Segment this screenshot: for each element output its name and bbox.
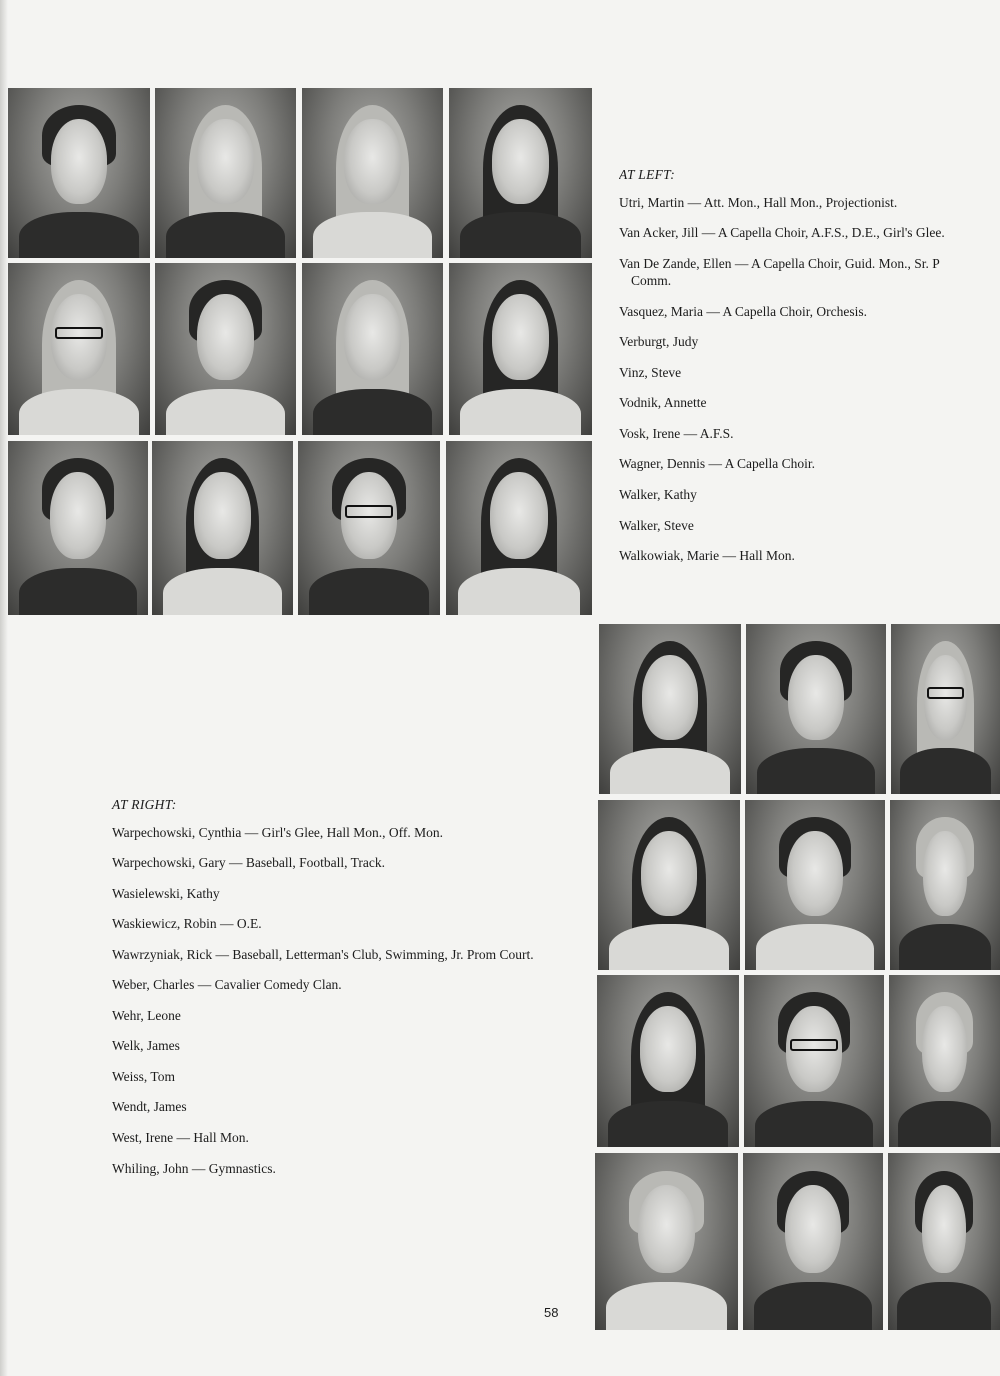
portrait-photo [155,263,296,435]
caption-entry-continuation: Comm. [631,273,672,289]
portrait-photo [599,624,741,794]
caption-block-right [112,796,582,1190]
caption-entry: Verburgt, Judy [619,334,699,350]
caption-entry: Walker, Kathy [619,487,697,503]
caption-heading: AT RIGHT: [112,797,177,812]
caption-entry: Warpechowski, Cynthia — Girl's Glee, Hall Mon., Off. Mon. [112,824,444,840]
portrait-photo [595,1153,738,1330]
caption-block-left [619,166,1000,578]
caption-entry: Utri, Martin — Att. Mon., Hall Mon., Projectionist. [619,194,898,210]
portrait-photo [152,441,293,615]
portrait-photo [8,441,148,615]
portrait-photo [302,88,443,258]
caption-entry: Wehr, Leone [112,1007,181,1023]
caption-entry: West, Irene — Hall Mon. [112,1130,249,1146]
caption-entry: Vinz, Steve [619,364,682,380]
portrait-photo [746,624,886,794]
caption-entry [619,255,1000,290]
caption-entry: Wagner, Dennis — A Capella Choir. [619,456,815,472]
caption-entry: Welk, James [112,1038,180,1054]
portrait-photo [302,263,443,435]
portrait-photo [889,975,1000,1147]
portrait-photo [449,88,592,258]
portrait-photo [891,624,1000,794]
caption-entry: Wawrzyniak, Rick — Baseball, Letterman's Club, Swimming, Jr. Prom Court. [112,946,534,962]
portrait-photo [155,88,296,258]
portrait-photo [449,263,592,435]
caption-entry: Wendt, James [112,1099,187,1115]
caption-entry: Weiss, Tom [112,1068,175,1084]
portrait-photo [743,1153,883,1330]
caption-entry: Vodnik, Annette [619,395,707,411]
caption-entry: Wasielewski, Kathy [112,885,220,901]
caption-heading: AT LEFT: [619,167,676,182]
page-edge [0,0,8,1376]
caption-entry: Whiling, John — Gymnastics. [112,1160,276,1176]
caption-entry: Walker, Steve [619,517,694,533]
portrait-photo [890,800,1000,970]
caption-entry-text: Van De Zande, Ellen — A Capella Choir, Guid. Mon., Sr. P [619,255,940,271]
portrait-photo [888,1153,1000,1330]
caption-entry: Vasquez, Maria — A Capella Choir, Orchesis. [619,303,868,319]
portrait-photo [446,441,592,615]
portrait-photo [298,441,440,615]
portrait-photo [8,88,150,258]
caption-entry: Warpechowski, Gary — Baseball, Football, Track. [112,855,385,871]
portrait-photo [598,800,740,970]
portrait-photo [745,800,885,970]
caption-entry: Vosk, Irene — A.F.S. [619,425,734,441]
caption-entry: Waskiewicz, Robin — O.E. [112,916,262,932]
caption-entry: Van Acker, Jill — A Capella Choir, A.F.S., D.E., Girl's Glee. [619,225,945,241]
portrait-photo [597,975,739,1147]
caption-entry: Weber, Charles — Cavalier Comedy Clan. [112,977,342,993]
caption-entry: Walkowiak, Marie — Hall Mon. [619,548,795,564]
page-number: 58 [544,1305,559,1320]
portrait-photo [744,975,884,1147]
portrait-photo [8,263,150,435]
